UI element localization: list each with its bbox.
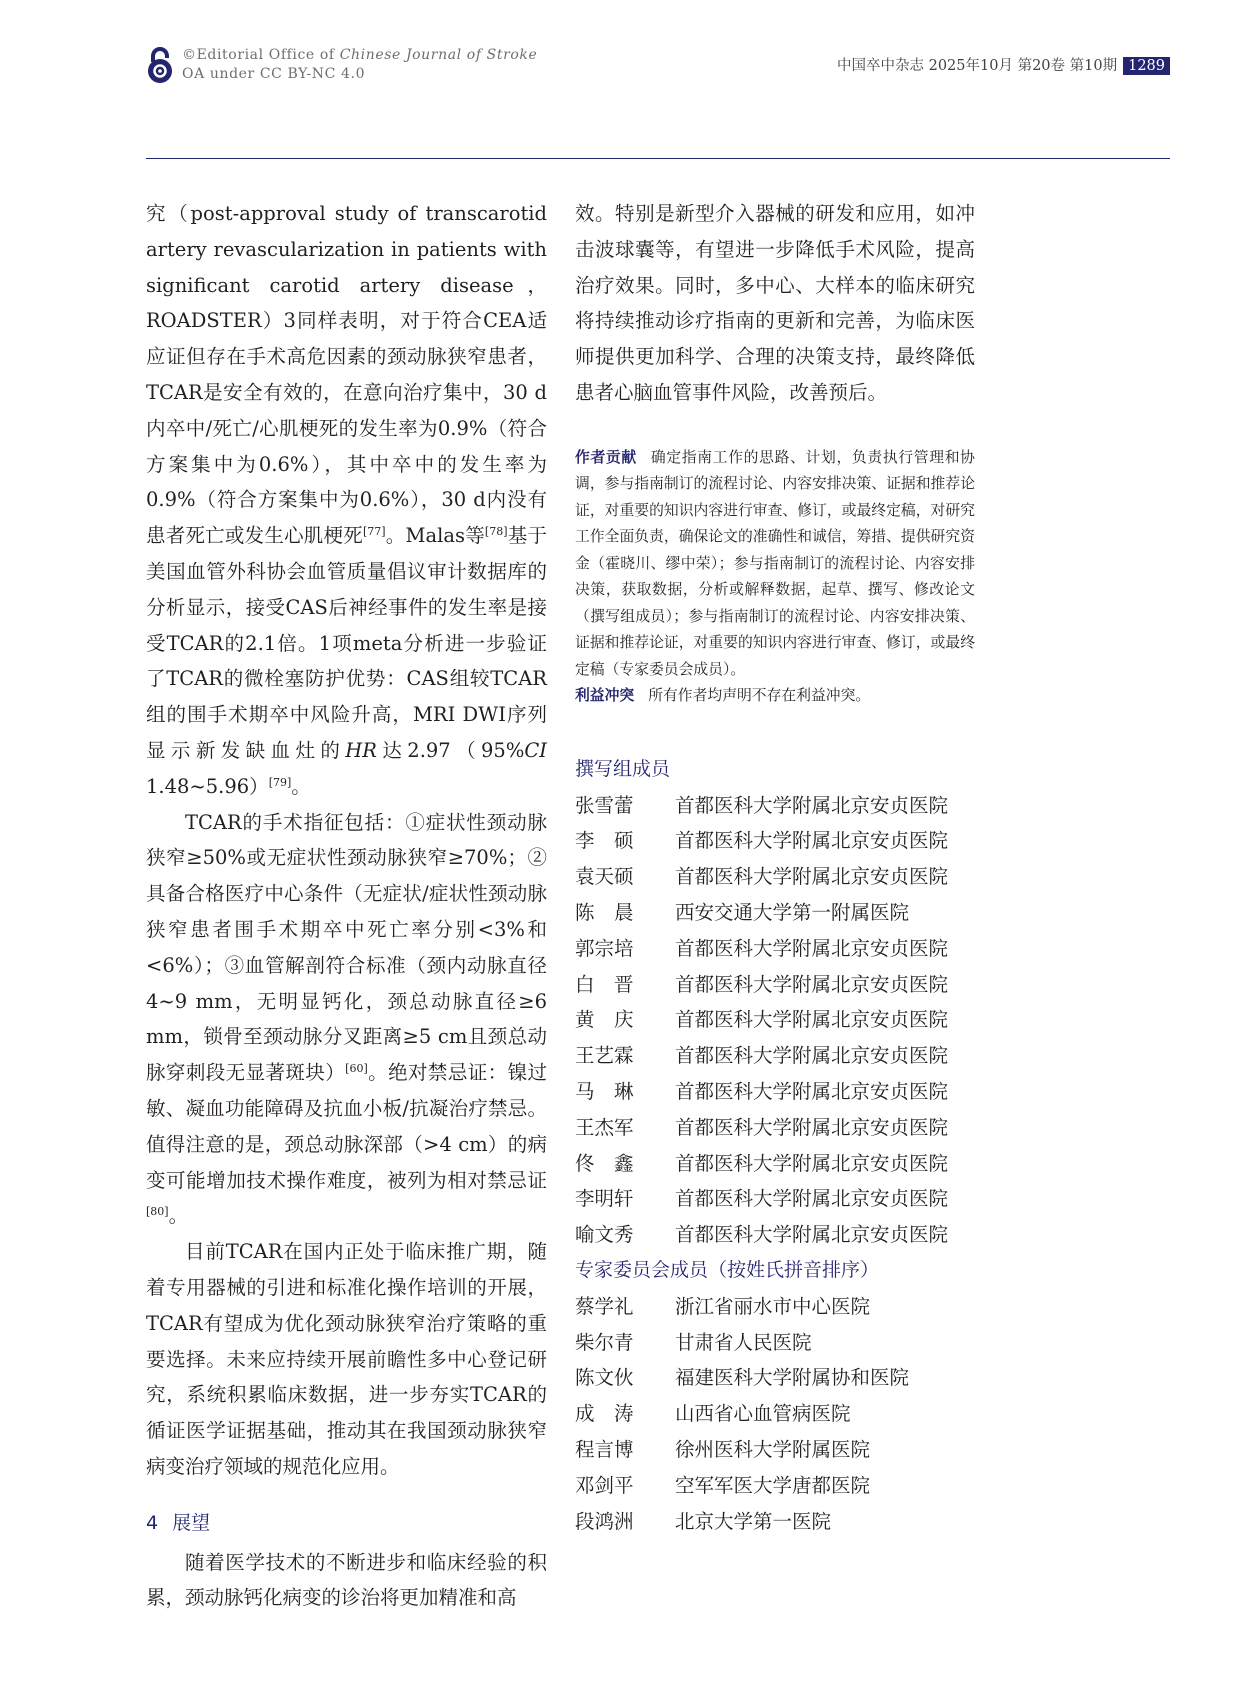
member-name: 王杰军 — [575, 1115, 634, 1139]
paragraph-roadster: 究（post-approval study of transcarotid artery revascularization in patients with significant carotid artery disease，ROADSTER）3同样表明，对于符合CEA适应证但存在手术高危因素的颈动脉狭窄患者，TCAR是安全有效的，在意向治疗集中，30 d内卒中/死亡/心肌梗死的发生率为0.9%（符合方案集中为0.6%），其中卒中的发生率为0.9%（符合方案集中为0.6%），30 d内没有患者死亡或发生心肌梗死[77]。Malas等[78]基于美国血管外科协会血管质量倡议审计数据库的分析显示，接受CAS后神经事件的发生率是接受TCAR的2.1倍。1项meta分析进一步验证了TCAR的微栓塞防护优势：CAS组较TCAR组的围手术期卒中风险升高，MRI DWI序列显示新发缺血灶的HR达2.97（95%CI 1.48~5.96）[79]。 — [146, 202, 547, 798]
writing-group-list — [575, 788, 975, 1253]
member-affiliation: 首都医科大学附属北京安贞医院 — [675, 1044, 949, 1068]
open-access-lock-icon — [146, 45, 174, 85]
member-name: 陈文伙 — [575, 1366, 634, 1390]
member-affiliation: 首都医科大学附属北京安贞医院 — [675, 1008, 949, 1032]
writing-group-member — [575, 1002, 975, 1038]
journal-issue-info: 中国卒中杂志 2025年10月 第20卷 第10期 — [837, 58, 1118, 74]
citation-60[interactable]: [60] — [345, 1062, 368, 1076]
member-name: 白 晋 — [575, 972, 634, 996]
page-number: 1289 — [1123, 57, 1170, 75]
member-name: 袁天硕 — [575, 865, 634, 889]
member-name: 邓剑平 — [575, 1473, 634, 1497]
expert-committee-list — [575, 1289, 975, 1540]
member-affiliation: 甘肃省人民医院 — [675, 1330, 812, 1354]
running-head — [837, 54, 1170, 75]
member-name: 佟 鑫 — [575, 1151, 634, 1175]
member-affiliation: 浙江省丽水市中心医院 — [675, 1294, 871, 1318]
member-name: 黄 庆 — [575, 1008, 634, 1032]
paragraph-prospects-continued: 效。特别是新型介入器械的研发和应用，如冲击波球囊等，有望进一步降低手术风险，提高治疗效果。同时，多中心、大样本的临床研究将持续推动诊疗指南的更新和完善，为临床医师提供更加科学、合理的决策支持，最终降低患者心脑血管事件风险，改善预后。 — [575, 202, 975, 404]
section-heading-4 — [146, 1507, 547, 1539]
member-name: 喻文秀 — [575, 1223, 634, 1247]
expert-committee-member — [575, 1504, 975, 1540]
member-affiliation: 山西省心血管病医院 — [675, 1402, 851, 1426]
section-number: 4 — [146, 1511, 159, 1534]
citation-79[interactable]: [79] — [268, 775, 292, 789]
member-affiliation: 首都医科大学附属北京安贞医院 — [675, 972, 949, 996]
expert-committee-member — [575, 1360, 975, 1396]
conflict-of-interest — [575, 683, 975, 710]
citation-77[interactable]: [77] — [362, 525, 386, 539]
license-line: OA under CC BY-NC 4.0 — [182, 66, 366, 82]
writing-group-member — [575, 1038, 975, 1074]
member-affiliation: 西安交通大学第一附属医院 — [675, 900, 910, 924]
writing-group-member — [575, 823, 975, 859]
expert-committee-member — [575, 1396, 975, 1432]
paragraph-prospects: 随着医学技术的不断进步和临床经验的积累，颈动脉钙化病变的诊治将更加精准和高 — [146, 1550, 547, 1610]
writing-group-member — [575, 967, 975, 1003]
writing-group-member — [575, 1217, 975, 1253]
member-name: 程言博 — [575, 1437, 634, 1461]
member-name: 李 硕 — [575, 829, 634, 853]
member-affiliation: 首都医科大学附属北京安贞医院 — [675, 793, 949, 817]
expert-committee-member — [575, 1289, 975, 1325]
expert-committee-member — [575, 1325, 975, 1361]
writing-group-member — [575, 859, 975, 895]
member-name: 郭宗培 — [575, 936, 634, 960]
member-name: 马 琳 — [575, 1079, 634, 1103]
paragraph-indications: TCAR的手术指征包括：①症状性颈动脉狭窄≥50%或无症状性颈动脉狭窄≥70%；②具备合格医疗中心条件（无症状/症状性颈动脉狭窄患者围手术期卒中死亡率分别<3%和<6%）；③血管解剖符合标准（颈内动脉直径4~9 mm，无明显钙化，颈总动脉直径≥6 mm，锁骨至颈动脉分叉距离≥5 cm且颈总动脉穿刺段无显著斑块）[60]。绝对禁忌证：镍过敏、凝血功能障碍及抗血小板/抗凝治疗禁忌。值得注意的是，颈总动脉深部（>4 cm）的病变可能增加技术操作难度，被列为相对禁忌证[80]。 — [146, 810, 547, 1228]
author-contributions-text: 确定指南工作的思路、计划，负责执行管理和协调，参与指南制订的流程讨论、内容安排决策、证据和推荐论证，对重要的知识内容进行审查、修订，或最终定稿，对研究工作全面负责，确保论文的准确性和诚信，筹措、提供研究资金（霍晓川、缪中荣）；参与指南制订的流程讨论、内容安排决策，获取数据，分析或解释数据，起草、撰写、修改论文（撰写组成员）；参与指南制订的流程讨论、内容安排决策、证据和推荐论证，对重要的知识内容进行审查、修订，或最终定稿（专家委员会成员）。 — [575, 448, 975, 678]
paragraph-tcar-outlook: 目前TCAR在国内正处于临床推广期，随着专用器械的引进和标准化操作培训的开展，TCAR有望成为优化颈动脉狭窄治疗策略的重要选择。未来应持续开展前瞻性多中心登记研究，系统积累临床数据，进一步夯实TCAR的循证医学证据基础，推动其在我国颈动脉狭窄病变治疗领域的规范化应用。 — [146, 1240, 547, 1478]
writing-group-member — [575, 1074, 975, 1110]
member-name: 柴尔青 — [575, 1330, 634, 1354]
copyright-line-1: ©Editorial Office of Chinese Journal of Stroke — [182, 47, 538, 63]
header-rule — [146, 158, 1170, 159]
citation-80[interactable]: [80] — [146, 1205, 169, 1219]
citation-78[interactable]: [78] — [484, 525, 508, 539]
member-affiliation: 首都医科大学附属北京安贞医院 — [675, 1115, 949, 1139]
right-column — [575, 196, 975, 1539]
member-affiliation: 首都医科大学附属北京安贞医院 — [675, 1079, 949, 1103]
writing-group-member — [575, 788, 975, 824]
writing-group-member — [575, 931, 975, 967]
member-name: 蔡学礼 — [575, 1294, 634, 1318]
conflict-of-interest-label: 利益冲突 — [575, 687, 635, 705]
member-affiliation: 首都医科大学附属北京安贞医院 — [675, 1151, 949, 1175]
writing-group-member — [575, 1181, 975, 1217]
member-name: 成 涛 — [575, 1402, 634, 1426]
journal-name: Chinese Journal of Stroke — [339, 47, 538, 63]
writing-group-member — [575, 1110, 975, 1146]
conflict-of-interest-text: 所有作者均声明不存在利益冲突。 — [648, 687, 871, 705]
member-affiliation: 徐州医科大学附属医院 — [675, 1437, 871, 1461]
member-name: 段鸿洲 — [575, 1509, 634, 1533]
writing-group-member — [575, 895, 975, 931]
member-affiliation: 首都医科大学附属北京安贞医院 — [675, 1223, 949, 1247]
author-contributions-label: 作者贡献 — [575, 448, 637, 466]
expert-committee-title: 专家委员会成员（按姓氏拼音排序） — [575, 1258, 880, 1281]
member-name: 张雪蕾 — [575, 793, 634, 817]
writing-group-member — [575, 1146, 975, 1182]
member-affiliation: 首都医科大学附属北京安贞医院 — [675, 936, 949, 960]
member-affiliation: 空军军医大学唐都医院 — [675, 1473, 871, 1497]
section-title: 展望 — [172, 1511, 211, 1534]
member-affiliation: 首都医科大学附属北京安贞医院 — [675, 1187, 949, 1211]
member-name: 陈 晨 — [575, 900, 634, 924]
author-contributions — [575, 445, 975, 684]
member-affiliation: 首都医科大学附属北京安贞医院 — [675, 829, 949, 853]
member-affiliation: 首都医科大学附属北京安贞医院 — [675, 865, 949, 889]
member-affiliation: 北京大学第一医院 — [675, 1509, 832, 1533]
left-column — [146, 196, 547, 1616]
expert-committee-member — [575, 1468, 975, 1504]
member-name: 王艺霖 — [575, 1044, 634, 1068]
copyright-notice — [182, 46, 537, 84]
member-name: 李明轩 — [575, 1187, 634, 1211]
writing-group-title: 撰写组成员 — [575, 757, 671, 780]
member-affiliation: 福建医科大学附属协和医院 — [675, 1366, 910, 1390]
expert-committee-member — [575, 1432, 975, 1468]
